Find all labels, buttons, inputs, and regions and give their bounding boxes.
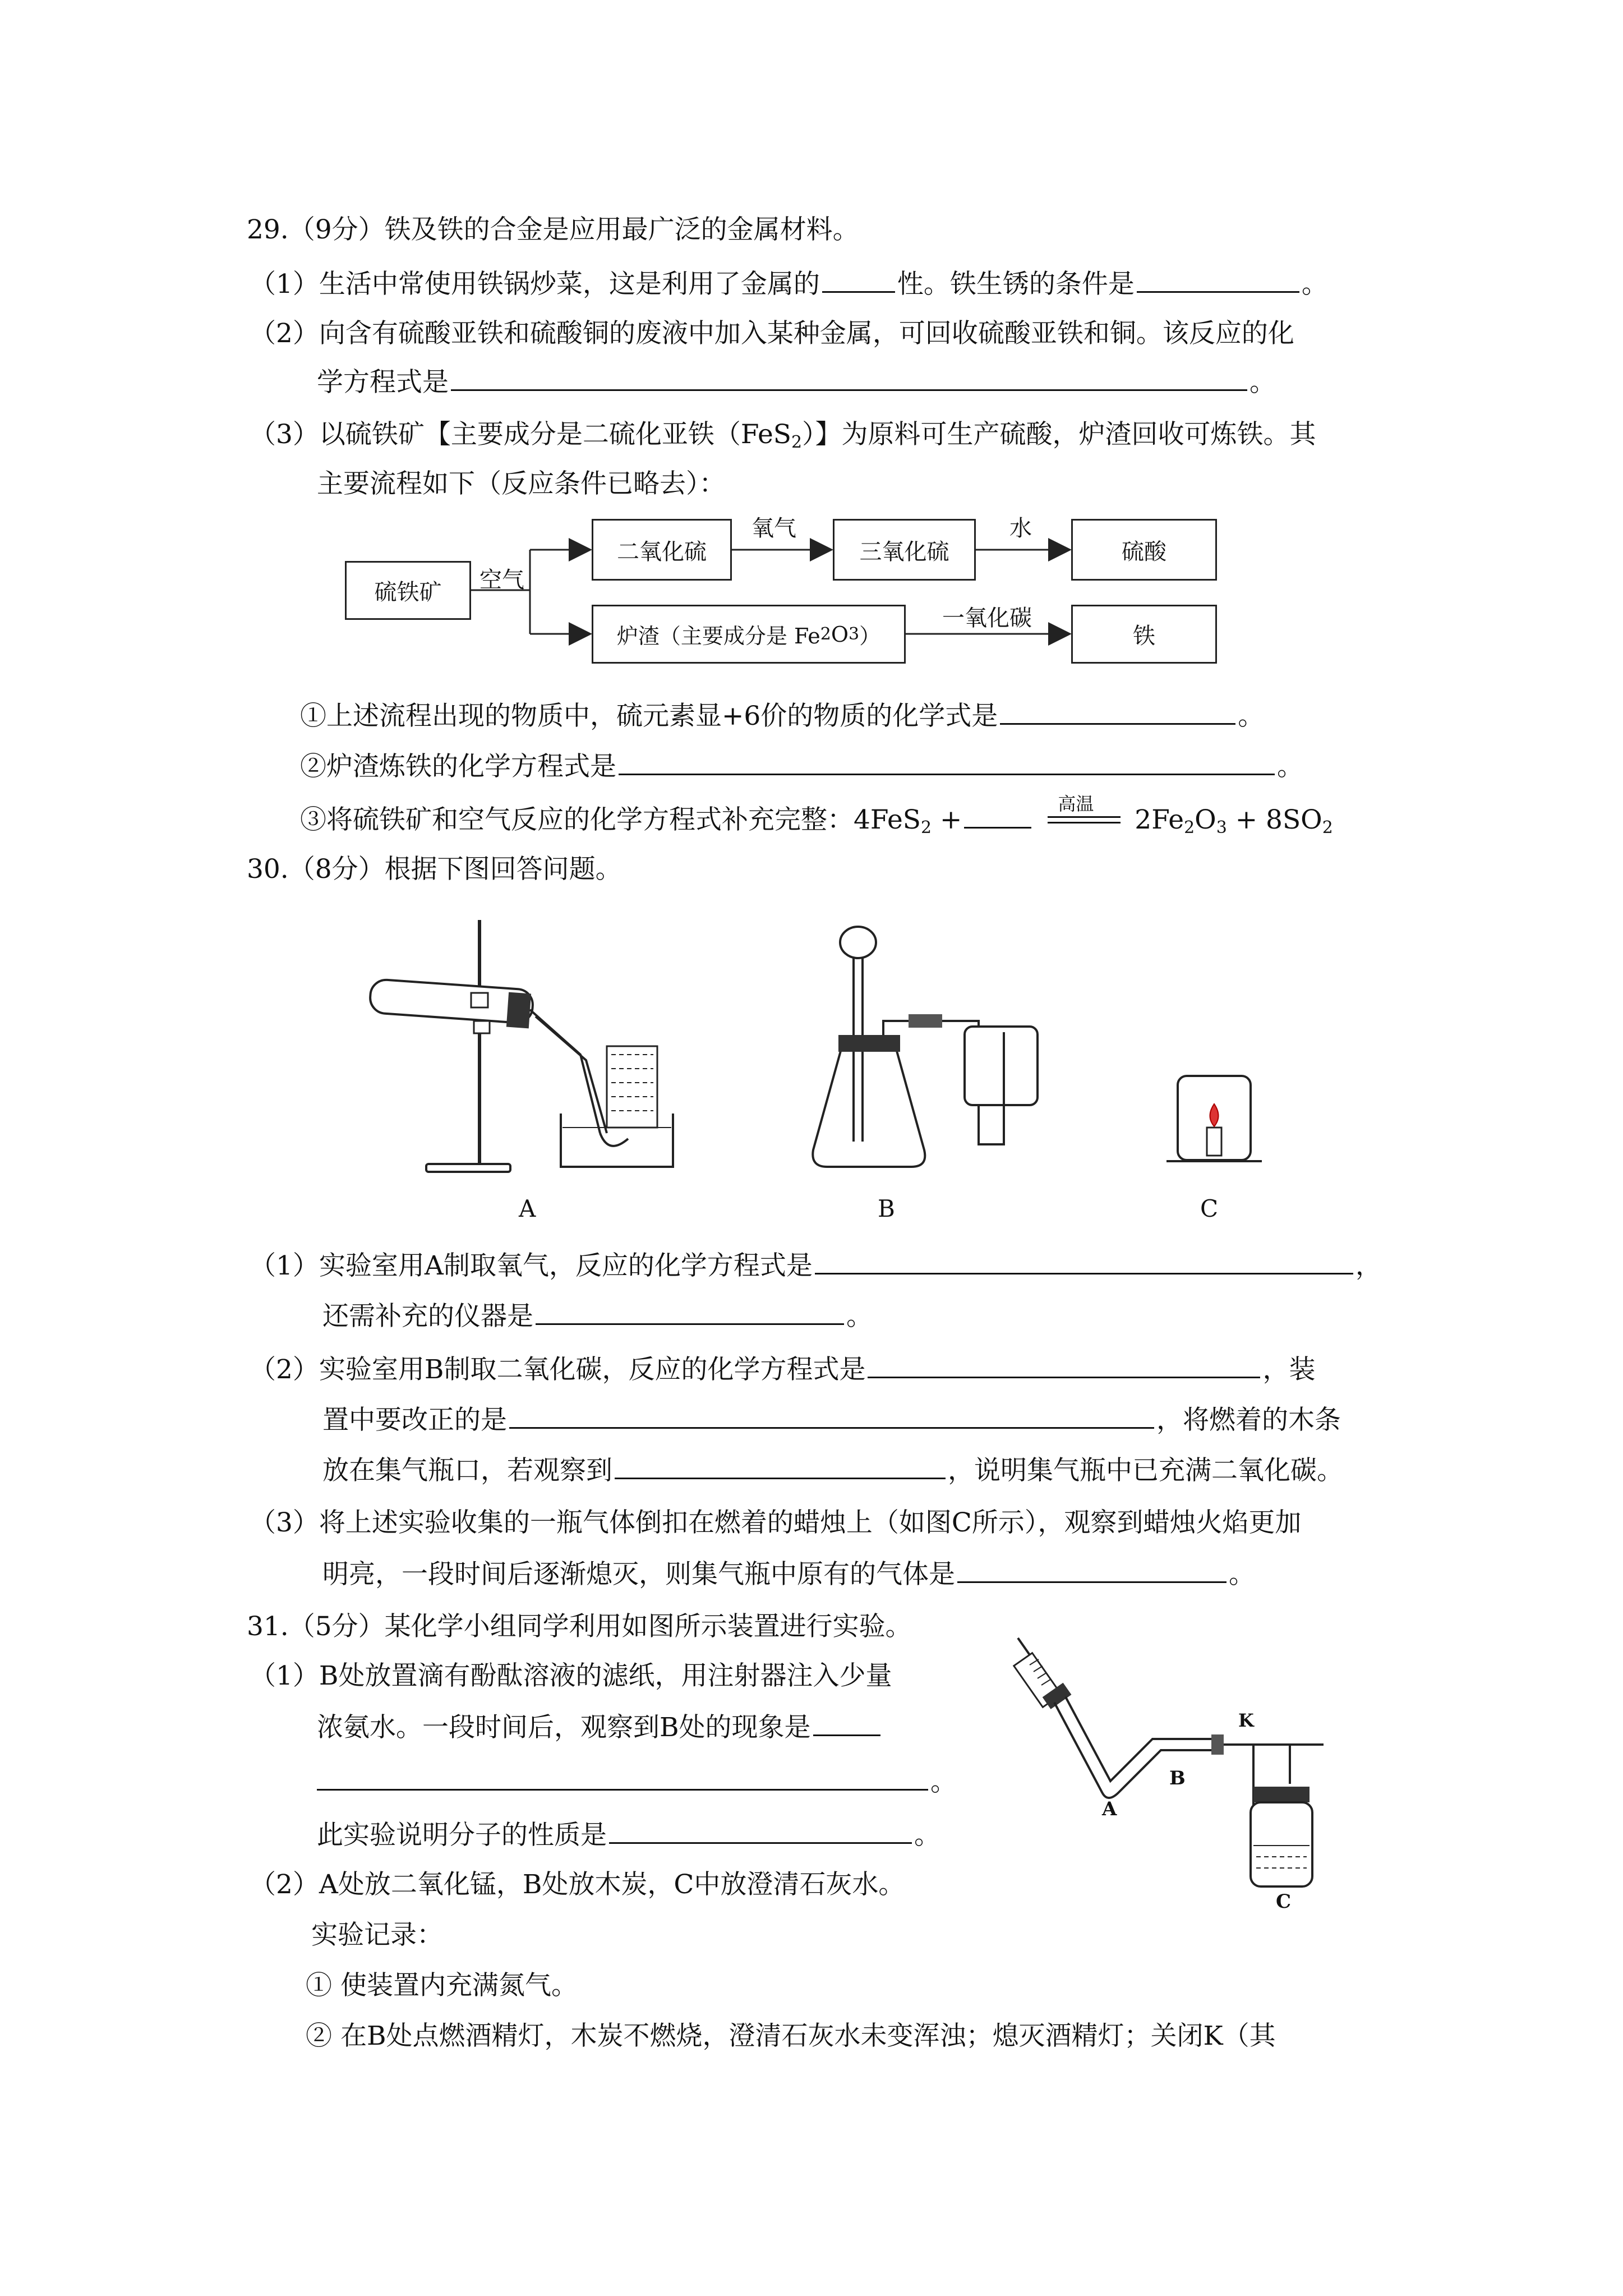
q30-part2-line1: （2）实验室用B制取二氧化碳，反应的化学方程式是 ，装 <box>250 1352 1315 1387</box>
q30-part2-line3: 放在集气瓶口，若观察到 ，说明集气瓶中已充满二氧化碳。 <box>322 1453 1343 1488</box>
q29-sub2: ②炉渣炼铁的化学方程式是 。 <box>300 749 1303 784</box>
q31-title: 31.（5分）某化学小组同学利用如图所示装置进行实验。 <box>247 1611 912 1642</box>
q29-part2-line1: （2）向含有硫酸亚铁和硫酸铜的废液中加入某种金属，可回收硫酸亚铁和铜。该反应的化 <box>250 318 1294 349</box>
q31-part1-line1: （1）B处放置滴有酚酞溶液的滤纸，用注射器注入少量 <box>250 1660 892 1691</box>
flow-box-so3: 三氧化硫 <box>833 519 976 581</box>
q29-part2-line2: 学方程式是 。 <box>317 365 1276 399</box>
q31-fig-label-a: A <box>1102 1798 1117 1820</box>
figure-label-a: A <box>519 1195 536 1222</box>
q29-sub1: ①上述流程出现的物质中，硫元素显+6价的物质的化学式是 。 <box>300 698 1264 733</box>
flow-box-iron: 铁 <box>1071 605 1217 664</box>
flow-label-o2: 氧气 <box>751 516 796 541</box>
reaction-condition-sign: 高温 <box>1042 804 1126 829</box>
q30-title: 30.（8分）根据下图回答问题。 <box>247 854 622 885</box>
q31-fig-label-k: K <box>1238 1710 1254 1731</box>
flow-box-acid: 硫酸 <box>1071 519 1217 581</box>
q29-sub3: ③将硫铁矿和空气反应的化学方程式补充完整：4FeS$_2$ + 高温 $2Fe_2O_3 + 8SO_2$ <box>300 793 1333 838</box>
q31-part1-line4: 此实验说明分子的性质是 。 <box>317 1818 940 1852</box>
figure-label-c: C <box>1200 1195 1219 1222</box>
q29-title: 29.（9分）铁及铁的合金是应用最广泛的金属材料。 <box>247 214 859 245</box>
q30-part2-line2: 置中要改正的是 ，将燃着的木条 <box>322 1402 1341 1437</box>
q30-part1-line2: 还需补充的仪器是 。 <box>322 1299 873 1333</box>
flow-box-slag: 炉渣（主要成分是 Fe 2 O 3 ） <box>592 605 906 664</box>
flow-label-co: 一氧化碳 <box>942 605 1032 631</box>
q29-part1: （1）生活中常使用铁锅炒菜，这是利用了金属的 性。铁生锈的条件是 。 <box>250 266 1328 301</box>
q31-fig-label-c: C <box>1276 1890 1292 1913</box>
flow-label-air: 空气 <box>479 567 524 593</box>
q31-record-1: ① 使装置内充满氮气。 <box>306 1970 578 2001</box>
q31-part1-line3: 。 <box>317 1764 957 1799</box>
flow-box-so2: 二氧化硫 <box>592 519 732 581</box>
q29-part3-line2: 主要流程如下（反应条件已略去）： <box>317 468 726 499</box>
figure-label-b: B <box>878 1195 895 1222</box>
flow-label-water: 水 <box>1009 516 1032 541</box>
q31-fig-label-b: B <box>1169 1767 1186 1789</box>
q30-part3-line1: （3）将上述实验收集的一瓶气体倒扣在燃着的蜡烛上（如图C所示），观察到蜡烛火焰更加 <box>250 1507 1302 1538</box>
q30-part3-line2: 明亮，一段时间后逐渐熄灭，则集气瓶中原有的气体是 。 <box>322 1557 1255 1591</box>
q30-part1-line1: （1）实验室用A制取氧气，反应的化学方程式是 ， <box>250 1248 1382 1283</box>
q31-part2: （2）A处放二氧化锰，B处放木炭，C中放澄清石灰水。 <box>250 1869 905 1900</box>
q31-part1-line2: 浓氨水。一段时间后，观察到B处的现象是 <box>317 1710 883 1745</box>
q29-part3-line1: （3）以硫铁矿【主要成分是二硫化亚铁（FeS$_2$）】为原料可生产硫酸，炉渣回收可炼铁。其 <box>250 419 1316 452</box>
q31-record-label: 实验记录： <box>311 1920 443 1950</box>
q31-record-2: ② 在B处点燃酒精灯，木炭不燃烧，澄清石灰水未变浑浊；熄灭酒精灯；关闭K（其 <box>306 2021 1276 2051</box>
flow-box-pyrite: 硫铁矿 <box>345 561 471 620</box>
